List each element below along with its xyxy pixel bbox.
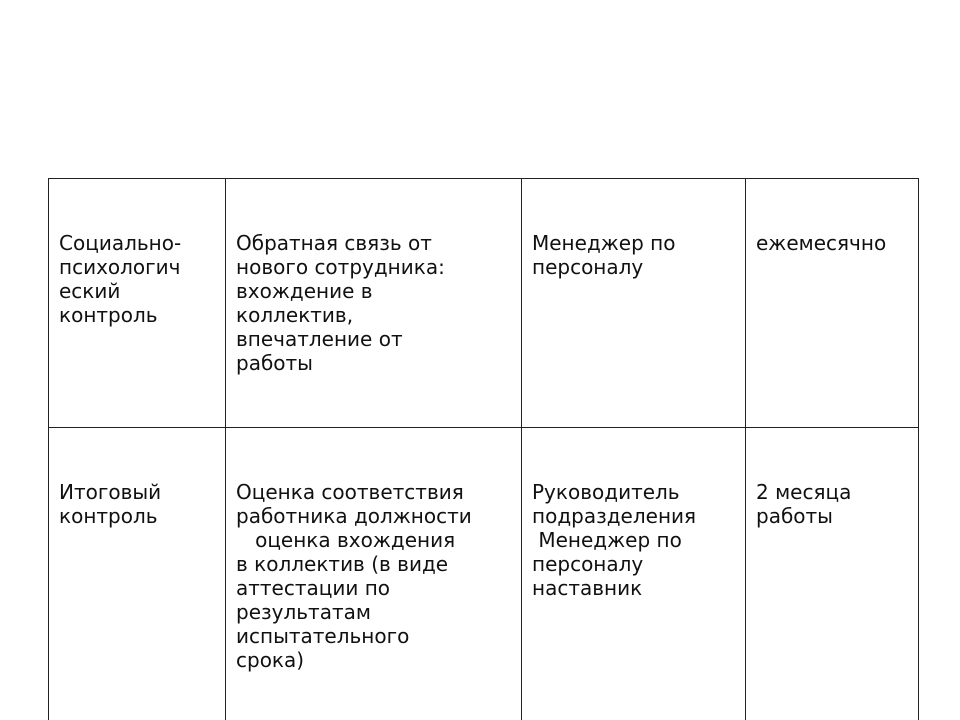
table-row <box>49 428 919 720</box>
cell-text: Менеджер по персоналу <box>532 231 676 279</box>
cell-text: Руководитель подразделения Менеджер по персоналу наставник <box>532 480 697 600</box>
table-cell-type <box>49 179 226 428</box>
cell-text: Итоговый контроль <box>59 480 162 528</box>
cell-text: Социально- психологич еский контроль <box>59 231 182 327</box>
table-cell-content <box>226 428 522 720</box>
table-cell-responsible <box>522 428 746 720</box>
table-cell-type <box>49 428 226 720</box>
table-row <box>49 179 919 428</box>
cell-text: Оценка соответствия работника должности оценка вхождения в коллектив (в виде аттестации по результатам испытательного срока) <box>236 480 472 672</box>
table-cell-period <box>746 428 919 720</box>
table-cell-responsible <box>522 179 746 428</box>
control-table <box>48 178 919 720</box>
table-cell-content <box>226 179 522 428</box>
table-cell-period <box>746 179 919 428</box>
cell-text: 2 месяца работы <box>756 480 852 528</box>
cell-text: Обратная связь от нового сотрудника: вхождение в коллектив, впечатление от работы <box>236 231 445 375</box>
cell-text: ежемесячно <box>756 231 887 255</box>
